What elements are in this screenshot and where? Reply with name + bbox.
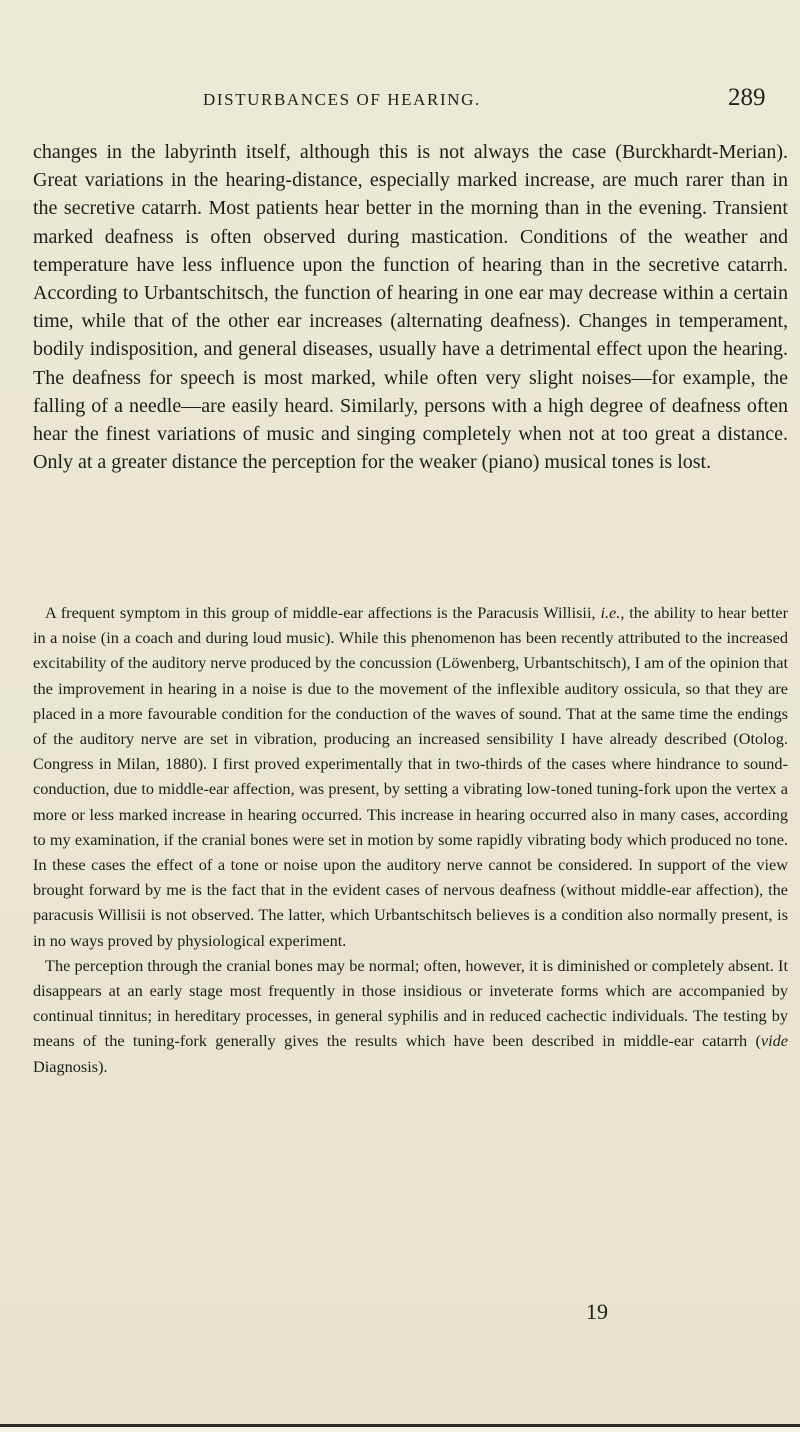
main-body-text — [33, 138, 788, 476]
italic-abbreviation: i.e. — [600, 603, 621, 622]
page-edge-strip — [0, 1427, 800, 1432]
paragraph-continued: changes in the labyrinth itself, although this is not always the case (Burckhardt-Merian). Great variations in the hearing-distance, especially marked increase, are much rarer than in the secretive catarrh. Most patients hear better in the morning than in the evening. Transient marked deafness is often observed during mastication. Conditions of the weather and temperature have less influence upon the function of hearing than in the secretive catarrh. According to Urbantschitsch, the function of hearing in one ear may decrease within a certain time, while that of the other ear increases (alternating deafness). Changes in temperament, bodily indisposition, and general diseases, usually have a detrimental effect upon the hearing. The deafness for speech is most marked, while often very slight noises—for example, the falling of a needle—are easily heard. Similarly, persons with a high degree of deafness often hear the finest variations of music and singing completely when not at too great a distance. Only at a greater distance the perception for the weaker (piano) musical tones is lost. — [33, 141, 788, 474]
small-print-section — [33, 600, 788, 1079]
signature-mark: 19 — [586, 1299, 608, 1324]
paragraph-cranial-perception — [33, 953, 788, 1079]
paragraph-text: Diagnosis). — [33, 1056, 108, 1076]
paragraph-paracusis — [33, 600, 788, 953]
running-head: DISTURBANCES OF HEARING. — [203, 90, 481, 109]
paragraph-text: A frequent symptom in this group of middle-ear affections is the Paracusis Willisii, — [45, 603, 601, 622]
paragraph-text: , the ability to hear better in a noise (in a coach and during loud music). While this phenomenon has been recently attributed to the increased excitability of the auditory nerve produced by the concussion (Löwenberg, Urbantschitsch), I am of the opinion that the improvement in hearing in a noise is due to the movement of the inflexible auditory ossicula, so that they are placed in a more favourable condition for the conduction of the waves of sound. That at the same time the endings of the auditory nerve are set in vibration, producing an increased sensibility I have already described (Otolog. Congress in Milan, 1880). I first proved experimentally that in two-thirds of the cases where hindrance to sound-conduction, due to middle-ear affection, was present, by setting a vibrating low-toned tuning-fork upon the vertex a more or less marked increase in hearing occurred. This increase in hearing occurred also in many cases, according to my examination, if the cranial bones were set in motion by some rapidly vibrating body which produced no tone. In these cases the effect of a tone or noise upon the auditory nerve cannot be considered. In support of the view brought forward by me is the fact that in the evident cases of nervous deafness (without middle-ear affection), the paracusis Willisii is not observed. The latter, which Urbantschitsch believes is a condition also normally present, is in no ways proved by physiological experiment. — [33, 603, 789, 950]
italic-vide: vide — [760, 1031, 788, 1051]
paragraph-text: The perception through the cranial bones may be normal; often, however, it is diminished or completely absent. It disappears at an early stage most frequently in those insidious or inveterate forms which are accompanied by continual tinnitus; in hereditary processes, in general syphilis and in reduced cachectic individuals. The testing by means of the tuning-fork generally gives the results which have been described in middle-ear catarrh ( — [33, 955, 788, 1051]
page-number: 289 — [728, 84, 766, 111]
